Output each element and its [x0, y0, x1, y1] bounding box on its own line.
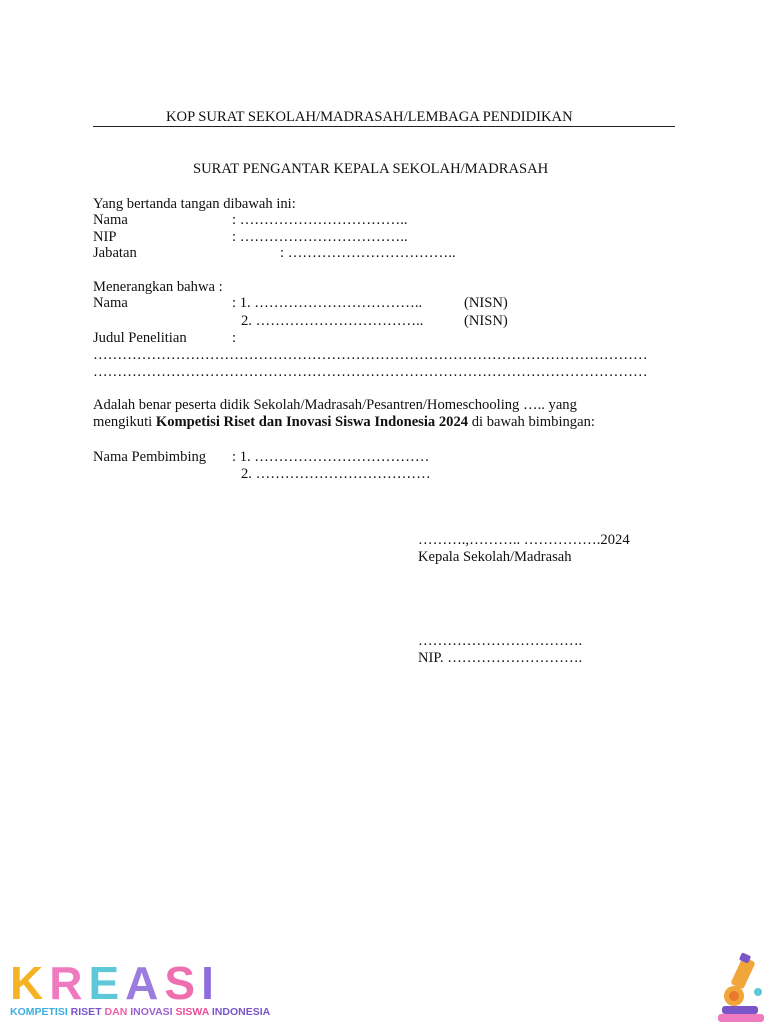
signature-name-line: …………………………….	[418, 633, 583, 649]
students-nama-label: Nama	[93, 295, 128, 311]
judul-label: Judul Penelitian	[93, 330, 187, 346]
judul-dots-line-2: ……………………………………………………………………………………………………	[93, 364, 648, 380]
students-intro: Menerangkan bahwa :	[93, 279, 223, 295]
signature-role: Kepala Sekolah/Madrasah	[418, 549, 572, 565]
tagline-word: INOVASI	[127, 1006, 173, 1018]
tagline-word: DAN	[101, 1006, 128, 1018]
statement-line-1: Adalah benar peserta didik Sekolah/Madrasah/Pesantren/Homeschooling ….. yang	[93, 397, 577, 413]
signer-jabatan-field: : ……………………………..	[280, 245, 456, 261]
supervisor-2-field: 2. ………………………………	[241, 466, 431, 482]
tagline-word: SISWA	[172, 1006, 209, 1018]
signer-nama-label: Nama	[93, 212, 128, 228]
student-2-field: 2. ……………………………..	[241, 313, 424, 329]
tagline-word: INDONESIA	[208, 1006, 271, 1018]
student-1-nisn: (NISN)	[464, 295, 508, 311]
logo-letter: A	[125, 957, 165, 1009]
signer-jabatan-label: Jabatan	[93, 245, 137, 261]
logo-tagline	[10, 1006, 270, 1018]
logo-letter: I	[201, 957, 220, 1009]
kreasi-logo	[10, 958, 220, 1008]
signer-nip-field: : ……………………………..	[232, 229, 408, 245]
statement-post: di bawah bimbingan:	[468, 414, 595, 430]
competition-name: Kompetisi Riset dan Inovasi Siswa Indonesia 2024	[155, 414, 469, 430]
signer-nama-field: : ……………………………..	[232, 212, 408, 228]
student-2-nisn: (NISN)	[464, 313, 508, 329]
student-1-field: : 1. ……………………………..	[232, 295, 423, 311]
letterhead: KOP SURAT SEKOLAH/MADRASAH/LEMBAGA PENDIDIKAN	[166, 109, 573, 125]
supervisor-1-field: : 1. ………………………………	[232, 449, 430, 465]
logo-letter: R	[49, 957, 89, 1009]
science-illustration-icon	[712, 952, 768, 1024]
supervisor-label: Nama Pembimbing	[93, 449, 207, 465]
document-title: SURAT PENGANTAR KEPALA SEKOLAH/MADRASAH	[193, 161, 549, 177]
signer-intro: Yang bertanda tangan dibawah ini:	[93, 196, 296, 212]
logo-letter: S	[164, 957, 202, 1009]
statement-line-2	[93, 414, 595, 431]
judul-colon: :	[232, 330, 237, 346]
signer-nip-label: NIP	[93, 229, 117, 245]
logo-letter: E	[88, 957, 126, 1009]
logo-letter: K	[10, 957, 50, 1009]
judul-dots-line-1: ……………………………………………………………………………………………………	[93, 347, 648, 363]
tagline-word: KOMPETISI	[10, 1006, 68, 1018]
tagline-word: RISET	[67, 1006, 102, 1018]
statement-pre: mengikuti	[93, 414, 156, 430]
letterhead-divider	[93, 126, 675, 127]
signature-nip-line: NIP. ……………………….	[418, 650, 583, 666]
place-date: ……….,……….. …………….2024	[418, 532, 630, 548]
